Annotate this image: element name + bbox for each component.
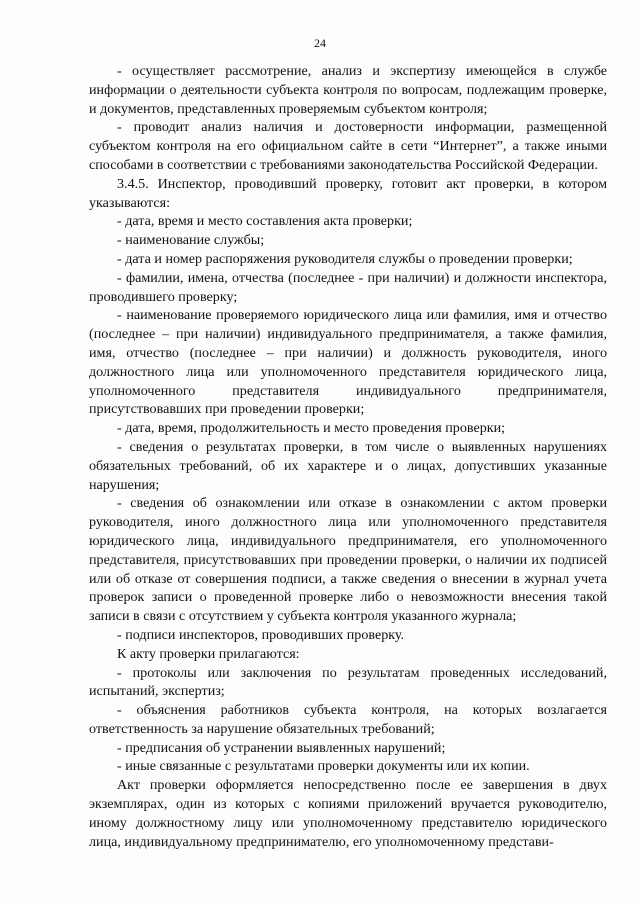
list-item: - сведения об ознакомлении или отказе в ознакомлении с актом проверки руководителя, иного должностного лица или уполномоченного представителя юридического лица, индивидуального предпринимателя, его уполномоченного представителя, присутствовавших при проведении проверки, о наличии их подписей или об отказе от совершения подписи, а также сведения о внесении в журнал учета проверок записи о проведенной проверке либо о невозможности внесения такой записи в связи с отсутствием у субъекта контроля указанного журнала; (89, 495, 607, 625)
list-item: - объяснения работников субъекта контроля, на которых возлагается ответственность за нарушение обязательных требований; (89, 702, 607, 737)
list-item: - наименование службы; (117, 232, 265, 249)
list-item: - дата, время и место составления акта проверки; (117, 213, 413, 230)
list-item: - иные связанные с результатами проверки документы или их копии. (117, 758, 530, 775)
list-item: - подписи инспекторов, проводивших проверку. (117, 626, 405, 643)
paragraph-attachments: К акту проверки прилагаются: (117, 645, 300, 662)
paragraph-1: - осуществляет рассмотрение, анализ и экспертизу имеющейся в службе информации о деятельности субъекта контроля по вопросам, подлежащим проверке, и документов, представленных проверяемым субъектом контроля; (89, 63, 607, 117)
document-body (89, 62, 607, 851)
list-item: - фамилии, имена, отчества (последнее - при наличии) и должности инспектора, проводившего проверку; (89, 269, 607, 305)
list-item: - предписания об устранении выявленных нарушений; (117, 739, 446, 756)
list-item: - наименование проверяемого юридического лица или фамилия, имя и отчество (последнее – при наличии) индивидуального предпринимателя, а также фамилия, имя, отчество (последнее – при наличии) и должность руководителя, иного должностного лица или уполномоченного представителя юридического лица, уполномоченного представителя индивидуального предпринимателя, присутствовавших при проведении проверки; (89, 307, 607, 418)
paragraph-2: - проводит анализ наличия и достоверности информации, размещенной субъектом контроля на его официальном сайте в сети “Интернет”, а также иными способами в соответствии с требованиями законодательства Российской Федерации. (89, 119, 607, 173)
list-item: - дата и номер распоряжения руководителя службы о проведении проверки; (117, 250, 573, 267)
paragraph-3: 3.4.5. Инспектор, проводивший проверку, готовит акт проверки, в котором указываются: (89, 175, 607, 211)
page-number: 24 (314, 36, 326, 50)
list-item: - сведения о результатах проверки, в том числе о выявленных нарушениях обязательных требований, об их характере и о лицах, допустивших указанные нарушения; (89, 438, 607, 493)
list-item: - протоколы или заключения по результатам проведенных исследований, испытаний, экспертиз; (89, 664, 607, 700)
list-item: - дата, время, продолжительность и место проведения проверки; (117, 420, 506, 437)
paragraph-final: Акт проверки оформляется непосредственно после ее завершения в двух экземплярах, один из которых с копиями приложений вручается руководителю, иному должностному лицу или уполномоченному представителю юридического лица, индивидуальному предпринимателю, его уполномоченному представи- (89, 777, 607, 850)
